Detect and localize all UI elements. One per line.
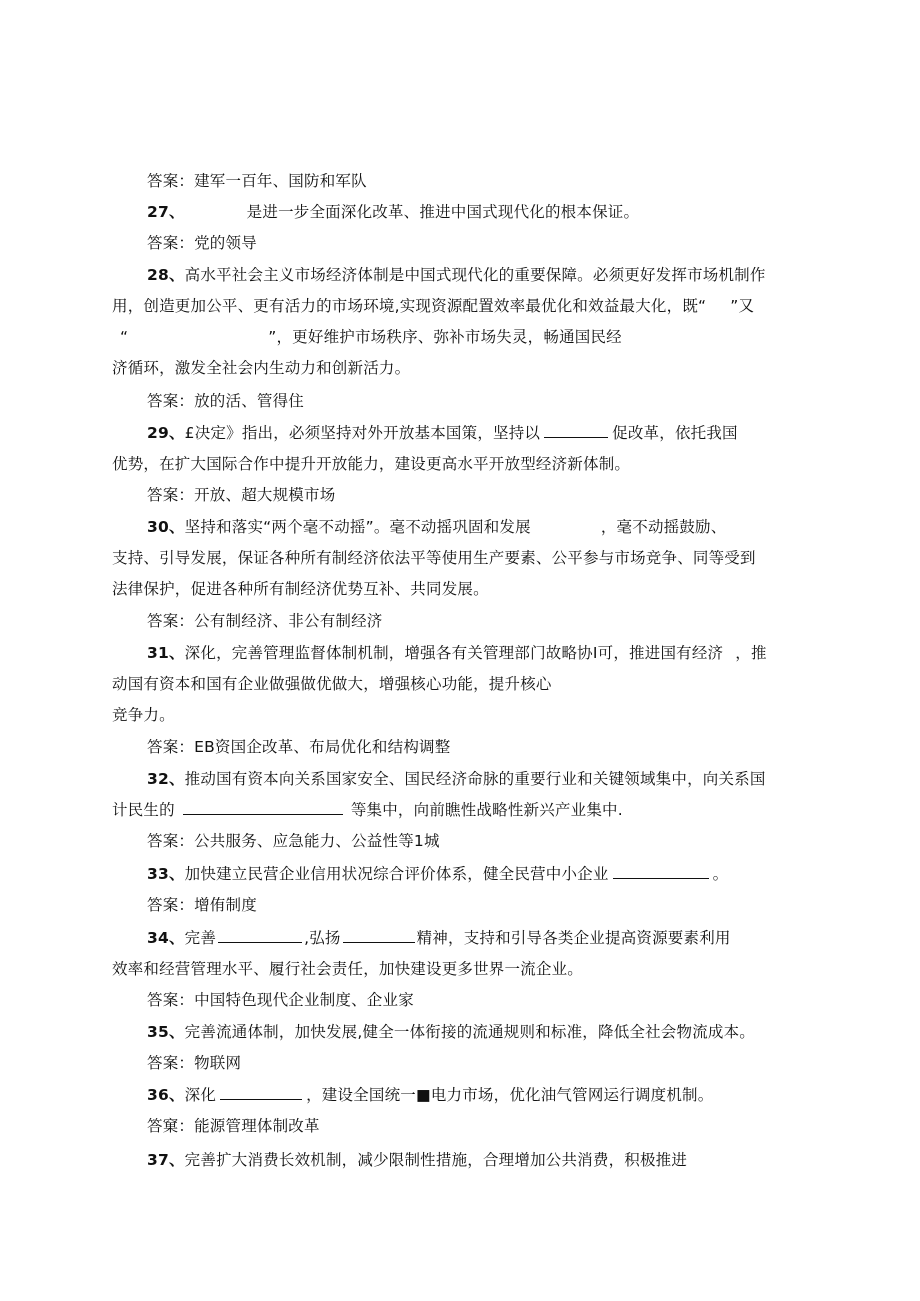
text-segment: ”，更好维护市场秩序、弥补市场失灵，畅通国民经 xyxy=(268,328,622,346)
question-text: 促改革，依托我国 xyxy=(612,424,738,442)
answer-text: 答案：公共服务、应急能力、公益性等1城 xyxy=(147,832,440,850)
question-number: 29、 xyxy=(147,424,185,442)
text-segment: 济循环，激发全社会内生动力和创新活力。 xyxy=(112,359,411,377)
question-text: 深化，完善管理监督体制机制，增强各有关管理部门故略协I可，推进国有经济 xyxy=(184,644,724,662)
question-text: 。 xyxy=(712,865,729,883)
question-text: ，建设全国统一■电力市场，优化油气管网运行调度机制。 xyxy=(306,1086,714,1104)
question-number: 33、 xyxy=(147,865,185,883)
text-line xyxy=(112,454,630,474)
question-text: £决定》指出，必须坚持对外开放基本国策，坚持以 xyxy=(184,424,541,442)
question-number: 31、 xyxy=(147,644,185,662)
question-number: 34、 xyxy=(147,929,185,947)
question-28 xyxy=(147,265,766,285)
question-29 xyxy=(147,423,738,443)
text-line xyxy=(112,548,756,568)
question-text: 完善扩大消费长效机制，减少限制性措施，合理增加公共消费，积极推进 xyxy=(184,1151,688,1169)
question-number: 36、 xyxy=(147,1086,185,1104)
question-35 xyxy=(147,1022,755,1042)
question-33 xyxy=(147,864,728,884)
text-line xyxy=(112,579,489,599)
question-27 xyxy=(147,202,639,222)
text-line xyxy=(112,959,583,979)
answer-line xyxy=(147,737,450,757)
question-text: 推动国有资本向关系国家安全、国民经济命脉的重要行业和关键领域集中，向关系国 xyxy=(184,770,766,788)
answer-line xyxy=(147,990,414,1010)
text-segment: 等集中，向前瞧性战略性新兴产业集中. xyxy=(350,801,623,819)
text-line xyxy=(112,296,754,316)
fill-blank xyxy=(343,928,415,943)
answer-text: 答案：EB资国企改革、布局优化和结构调整 xyxy=(147,738,451,756)
text-line xyxy=(112,358,410,378)
text-segment: 竞争力。 xyxy=(112,706,175,724)
answer-text: 答案：开放、超大规模市场 xyxy=(147,486,336,504)
text-segment: “ xyxy=(120,328,129,346)
text-line xyxy=(120,327,622,347)
answer-text: 答窠：能源管理体制改革 xyxy=(147,1117,320,1135)
question-text: ，毫不动摇鼓励、 xyxy=(600,518,727,536)
text-segment: 优势，在扩大国际合作中提升开放能力，建设更高水平开放型经济新体制。 xyxy=(112,455,631,473)
answer-line xyxy=(147,1053,241,1073)
answer-line xyxy=(147,611,383,631)
question-36 xyxy=(147,1085,713,1105)
fill-blank xyxy=(544,423,608,438)
question-text: 完善流通体制，加快发展,健全一体衔接的流通规则和标准，降低全社会物流成本。 xyxy=(184,1023,756,1041)
question-34 xyxy=(147,928,731,948)
answer-line xyxy=(147,171,367,191)
question-text: 高水平社会主义市场经济体制是中国式现代化的重要保障。必须更好发挥市场机制作 xyxy=(184,266,766,284)
question-text: 坚持和落实“两个毫不动摇”。毫不动摇巩固和发展 xyxy=(184,518,531,536)
text-segment: 计民生的 xyxy=(112,801,175,819)
answer-line xyxy=(147,895,257,915)
question-37 xyxy=(147,1150,687,1170)
answer-line xyxy=(147,391,304,411)
question-30 xyxy=(147,517,726,537)
text-segment: 动国有资本和国有企业做强做优做大，增强核心功能，提升核心 xyxy=(112,675,552,693)
text-segment: ”又 xyxy=(730,297,755,315)
question-text: 深化 xyxy=(184,1086,217,1104)
text-line xyxy=(112,674,552,694)
question-number: 37、 xyxy=(147,1151,185,1169)
question-text: ,弘扬 xyxy=(304,929,341,947)
question-text: 完善 xyxy=(184,929,217,947)
answer-text: 答案：物联网 xyxy=(147,1054,242,1072)
question-number: 32、 xyxy=(147,770,185,788)
text-segment: 效率和经营管理水平、履行社会责任，加快建设更多世界一流企业。 xyxy=(112,960,584,978)
fill-blank xyxy=(220,1085,302,1100)
question-number: 35、 xyxy=(147,1023,185,1041)
text-segment: 支持、引导发展，保证各种所有制经济依法平等使用生产要素、公平参与市场竞争、同等受到 xyxy=(112,549,756,567)
fill-blank xyxy=(183,800,343,815)
answer-text: 答案：建军一百年、国防和军队 xyxy=(147,172,367,190)
fill-blank xyxy=(613,864,709,879)
answer-line xyxy=(147,485,335,505)
answer-line xyxy=(147,1116,320,1136)
fill-blank xyxy=(218,928,302,943)
answer-text: 答案：放的活、管得住 xyxy=(147,392,305,410)
question-text: ，推 xyxy=(735,644,767,662)
answer-text: 答案：公有制经济、非公有制经济 xyxy=(147,612,383,630)
question-text: 加快建立民营企业信用状况综合评价体系，健全民营中小企业 xyxy=(184,865,609,883)
text-segment: 用，创造更加公平、更有活力的市场环境,实现资源配置效率最优化和效益最大化，既“ xyxy=(112,297,707,315)
question-32 xyxy=(147,769,766,789)
answer-text: 答案：中国特色现代企业制度、企业家 xyxy=(147,991,414,1009)
question-number: 30、 xyxy=(147,518,185,536)
answer-line xyxy=(147,831,440,851)
text-line xyxy=(112,800,623,820)
question-text: 是进一步全面深化改革、推进中国式现代化的根本保证。 xyxy=(246,203,640,221)
text-segment: 法律保护，促进各种所有制经济优势互补、共同发展。 xyxy=(112,580,489,598)
answer-text: 答案：党的领导 xyxy=(147,234,257,252)
question-number: 27、 xyxy=(147,203,185,221)
answer-line xyxy=(147,233,257,253)
text-line xyxy=(112,705,175,725)
question-text: 精神，支持和引导各类企业提高资源要素利用 xyxy=(416,929,731,947)
question-number: 28、 xyxy=(147,266,185,284)
answer-text: 答案：增侑制度 xyxy=(147,896,257,914)
question-31 xyxy=(147,643,767,663)
